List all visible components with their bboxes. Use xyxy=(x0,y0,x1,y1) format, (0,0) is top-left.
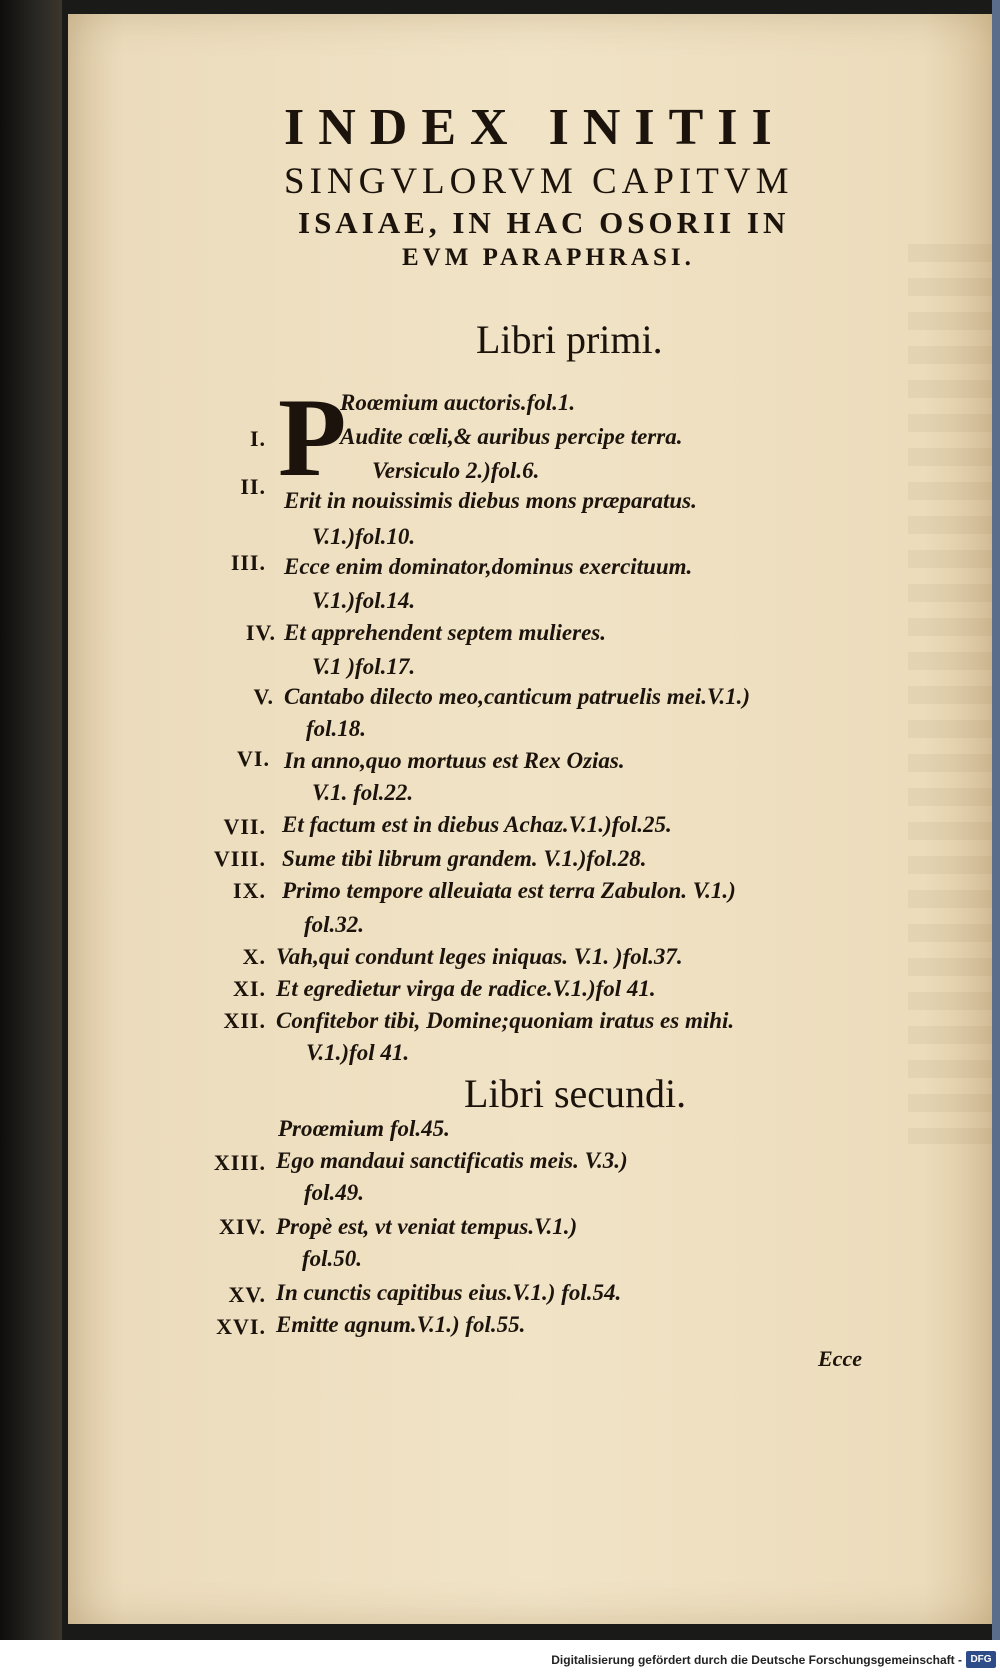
entry-text: In anno,quo mortuus est Rex Ozias. xyxy=(284,748,625,773)
entry-text: fol.50. xyxy=(302,1246,363,1271)
chapter-number: III. xyxy=(230,550,266,575)
entry-text: fol.18. xyxy=(306,716,367,741)
entry-text: Et apprehendent septem mulieres. xyxy=(284,620,606,645)
entry-text: V.1.)fol.14. xyxy=(312,588,416,613)
chapter-number: VIII. xyxy=(213,846,266,871)
chapter-number: XV. xyxy=(228,1282,266,1307)
title-line-2: SINGVLORVM CAPITVM xyxy=(284,161,794,202)
entry-text: V.1.)fol.10. xyxy=(312,524,416,549)
footer-credit: Digitalisierung gefördert durch die Deutsche Forschungsgemeinschaft - xyxy=(551,1653,962,1667)
entry-text: Versiculo 2.)fol.6. xyxy=(372,458,540,483)
chapter-number: VII. xyxy=(223,814,266,839)
chapter-number: VI. xyxy=(237,746,270,771)
chapter-number: XI. xyxy=(233,976,266,1001)
entry-text: Vah,qui condunt leges iniquas. V.1. )fol.37. xyxy=(276,944,683,969)
chapter-number: II. xyxy=(240,474,266,499)
entry-text: Et egredietur virga de radice.V.1.)fol 41. xyxy=(276,976,656,1001)
title-line-4: EVM PARAPHRASI. xyxy=(402,244,695,271)
entry-text: V.1.)fol 41. xyxy=(306,1040,410,1065)
chapter-number: XIV. xyxy=(218,1214,266,1239)
entry-text: Et factum est in diebus Achaz.V.1.)fol.25. xyxy=(282,812,672,837)
title-line-3: ISAIAE, IN HAC OSORII IN xyxy=(298,205,790,240)
entry-text: Primo tempore alleuiata est terra Zabulon. V.1.) xyxy=(282,878,736,903)
chapter-number: XIII. xyxy=(213,1150,266,1175)
catchword: Ecce xyxy=(818,1346,862,1371)
bleed-through xyxy=(908,244,1000,1144)
chapter-number: V. xyxy=(253,684,274,709)
section-heading-first: Libri primi. xyxy=(476,317,663,362)
entry-text: Erit in nouissimis diebus mons præparatus. xyxy=(284,488,697,513)
entry-text: V.1 )fol.17. xyxy=(312,654,416,679)
dfg-logo: DFG xyxy=(966,1651,996,1668)
entry-text: Cantabo dilecto meo,canticum patruelis mei.V.1.) xyxy=(284,684,750,709)
chapter-number: X. xyxy=(242,944,266,969)
entry-text: Confitebor tibi, Domine;quoniam iratus es mihi. xyxy=(276,1008,735,1033)
drop-cap: P xyxy=(278,376,347,500)
section-heading-second: Libri secundi. xyxy=(464,1071,687,1116)
chapter-number: XII. xyxy=(223,1008,266,1033)
title-line-1: INDEX INITII xyxy=(284,99,786,156)
footer-bar xyxy=(0,1646,1000,1676)
book-spine xyxy=(0,0,62,1640)
chapter-number: I. xyxy=(249,426,266,451)
chapter-number: XVI. xyxy=(216,1314,266,1339)
entry-text: Propè est, vt veniat tempus.V.1.) xyxy=(276,1214,578,1239)
entry-text: Roœmium auctoris.fol.1. xyxy=(340,390,576,415)
entry-text: fol.49. xyxy=(304,1180,365,1205)
entry-text: Ecce enim dominator,dominus exercituum. xyxy=(284,554,693,579)
entry-text: Emitte agnum.V.1.) fol.55. xyxy=(276,1312,526,1337)
page-edge xyxy=(992,0,1000,1640)
entry-text: In cunctis capitibus eius.V.1.) fol.54. xyxy=(276,1280,622,1305)
entry-text: Proœmium fol.45. xyxy=(278,1116,450,1141)
entry-text: V.1. fol.22. xyxy=(312,780,414,805)
chapter-number: IV. xyxy=(245,620,276,645)
entry-text: Ego mandaui sanctificatis meis. V.3.) xyxy=(276,1148,628,1173)
entry-text: Sume tibi librum grandem. V.1.)fol.28. xyxy=(282,846,647,871)
chapter-number: IX. xyxy=(233,878,266,903)
entry-text: fol.32. xyxy=(304,912,365,937)
entry-text: Audite cœli,& auribus percipe terra. xyxy=(340,424,683,449)
